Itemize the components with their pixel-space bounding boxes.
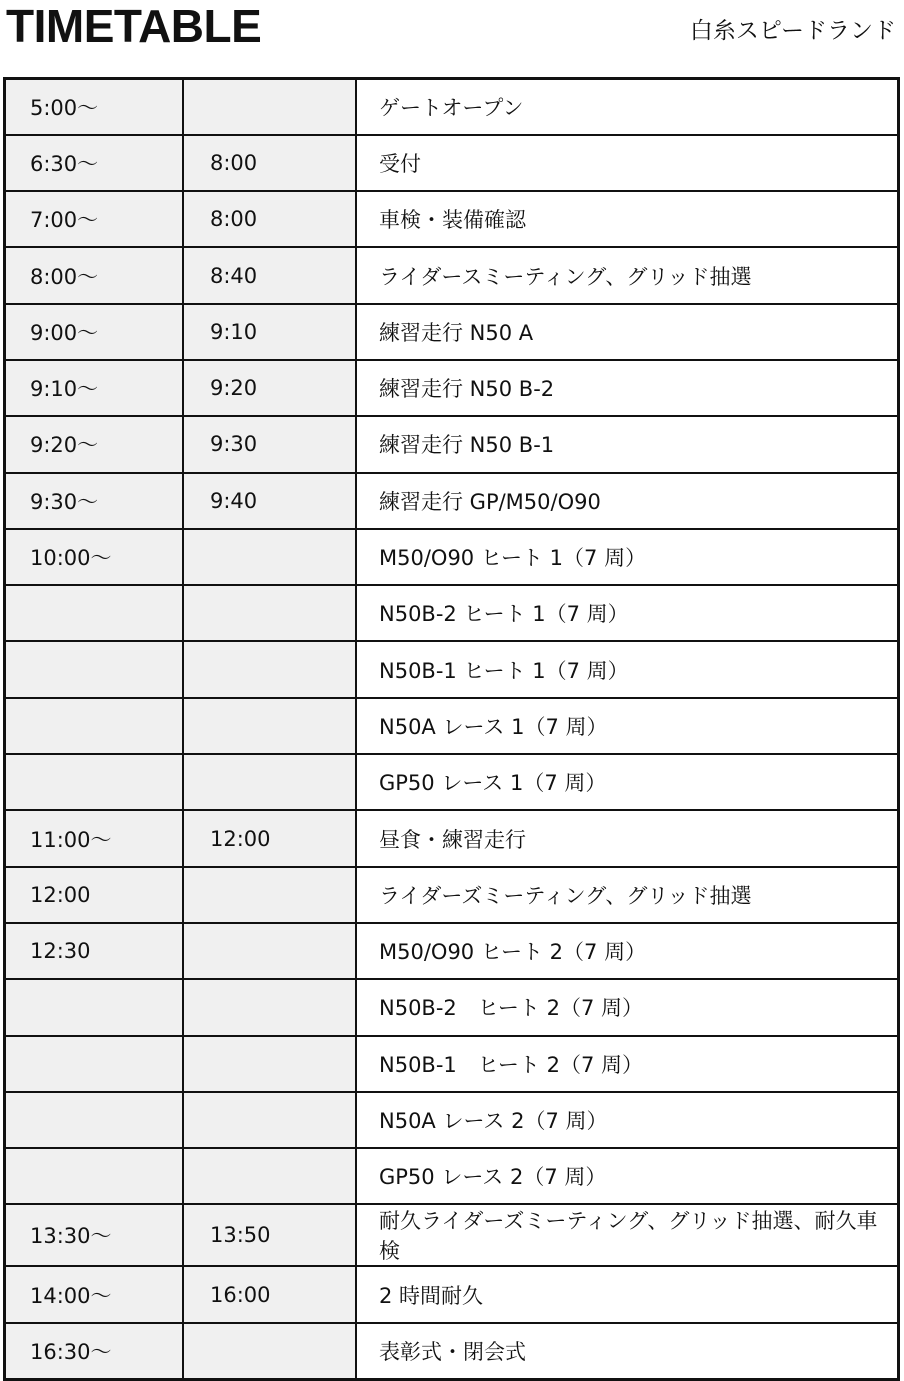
event-cell: 受付 [356, 135, 899, 191]
start-time-cell: 12:00 [5, 867, 184, 923]
table-row [5, 1266, 899, 1322]
end-time-cell: 9:10 [183, 304, 356, 360]
event-cell: 2 時間耐久 [356, 1266, 899, 1322]
end-time-cell: 8:00 [183, 135, 356, 191]
event-cell: N50A レース 1（7 周） [356, 698, 899, 754]
start-time-cell: 5:00〜 [5, 79, 184, 135]
start-time-cell [5, 1148, 184, 1204]
event-cell: ゲートオープン [356, 79, 899, 135]
end-time-cell [183, 1036, 356, 1092]
end-time-cell [183, 867, 356, 923]
timetable [3, 77, 900, 1381]
event-cell: GP50 レース 2（7 周） [356, 1148, 899, 1204]
end-time-cell [183, 79, 356, 135]
start-time-cell: 9:00〜 [5, 304, 184, 360]
start-time-cell [5, 754, 184, 810]
end-time-cell: 12:00 [183, 810, 356, 866]
event-cell: 練習走行 N50 A [356, 304, 899, 360]
table-row [5, 79, 899, 135]
event-cell: M50/O90 ヒート 1（7 周） [356, 529, 899, 585]
start-time-cell [5, 1092, 184, 1148]
event-cell: GP50 レース 1（7 周） [356, 754, 899, 810]
table-row [5, 867, 899, 923]
end-time-cell [183, 1323, 356, 1379]
table-row [5, 529, 899, 585]
table-row [5, 923, 899, 979]
table-row [5, 585, 899, 641]
start-time-cell: 11:00〜 [5, 810, 184, 866]
event-cell: 練習走行 N50 B-1 [356, 416, 899, 472]
event-cell: ライダーズミーティング、グリッド抽選 [356, 867, 899, 923]
end-time-cell [183, 1092, 356, 1148]
event-cell: 車検・装備確認 [356, 191, 899, 247]
start-time-cell: 13:30〜 [5, 1204, 184, 1266]
table-row [5, 135, 899, 191]
start-time-cell: 14:00〜 [5, 1266, 184, 1322]
table-row [5, 698, 899, 754]
end-time-cell: 8:40 [183, 247, 356, 303]
table-row [5, 416, 899, 472]
event-cell: 表彰式・閉会式 [356, 1323, 899, 1379]
table-row [5, 360, 899, 416]
end-time-cell [183, 585, 356, 641]
table-row [5, 473, 899, 529]
start-time-cell: 16:30〜 [5, 1323, 184, 1379]
end-time-cell [183, 698, 356, 754]
end-time-cell: 13:50 [183, 1204, 356, 1266]
table-row [5, 247, 899, 303]
start-time-cell: 7:00〜 [5, 191, 184, 247]
table-row [5, 979, 899, 1035]
start-time-cell [5, 979, 184, 1035]
start-time-cell [5, 1036, 184, 1092]
end-time-cell [183, 923, 356, 979]
table-row [5, 191, 899, 247]
page-title: TIMETABLE [6, 0, 262, 52]
end-time-cell [183, 641, 356, 697]
start-time-cell: 8:00〜 [5, 247, 184, 303]
table-row [5, 304, 899, 360]
venue-name: 白糸スピードランド [689, 18, 896, 44]
event-cell: 練習走行 N50 B-2 [356, 360, 899, 416]
table-row [5, 1323, 899, 1379]
start-time-cell: 10:00〜 [5, 529, 184, 585]
start-time-cell: 9:30〜 [5, 473, 184, 529]
table-row [5, 641, 899, 697]
table-row [5, 810, 899, 866]
event-cell: N50A レース 2（7 周） [356, 1092, 899, 1148]
end-time-cell: 9:20 [183, 360, 356, 416]
start-time-cell [5, 641, 184, 697]
end-time-cell [183, 1148, 356, 1204]
table-row [5, 1092, 899, 1148]
table-row [5, 1148, 899, 1204]
event-cell: N50B-1 ヒート 2（7 周） [356, 1036, 899, 1092]
end-time-cell [183, 979, 356, 1035]
start-time-cell [5, 585, 184, 641]
start-time-cell: 9:20〜 [5, 416, 184, 472]
start-time-cell: 6:30〜 [5, 135, 184, 191]
event-cell: ライダースミーティング、グリッド抽選 [356, 247, 899, 303]
event-cell: 昼食・練習走行 [356, 810, 899, 866]
start-time-cell: 12:30 [5, 923, 184, 979]
table-row [5, 1204, 899, 1266]
event-cell: N50B-2 ヒート 2（7 周） [356, 979, 899, 1035]
event-cell: 耐久ライダーズミーティング、グリッド抽選、耐久車検 [356, 1204, 899, 1266]
timetable-body [5, 79, 899, 1380]
event-cell: M50/O90 ヒート 2（7 周） [356, 923, 899, 979]
start-time-cell: 9:10〜 [5, 360, 184, 416]
table-row [5, 1036, 899, 1092]
table-row [5, 754, 899, 810]
end-time-cell: 9:40 [183, 473, 356, 529]
end-time-cell: 16:00 [183, 1266, 356, 1322]
end-time-cell: 9:30 [183, 416, 356, 472]
event-cell: N50B-2 ヒート 1（7 周） [356, 585, 899, 641]
event-cell: 練習走行 GP/M50/O90 [356, 473, 899, 529]
start-time-cell [5, 698, 184, 754]
end-time-cell: 8:00 [183, 191, 356, 247]
end-time-cell [183, 529, 356, 585]
end-time-cell [183, 754, 356, 810]
event-cell: N50B-1 ヒート 1（7 周） [356, 641, 899, 697]
